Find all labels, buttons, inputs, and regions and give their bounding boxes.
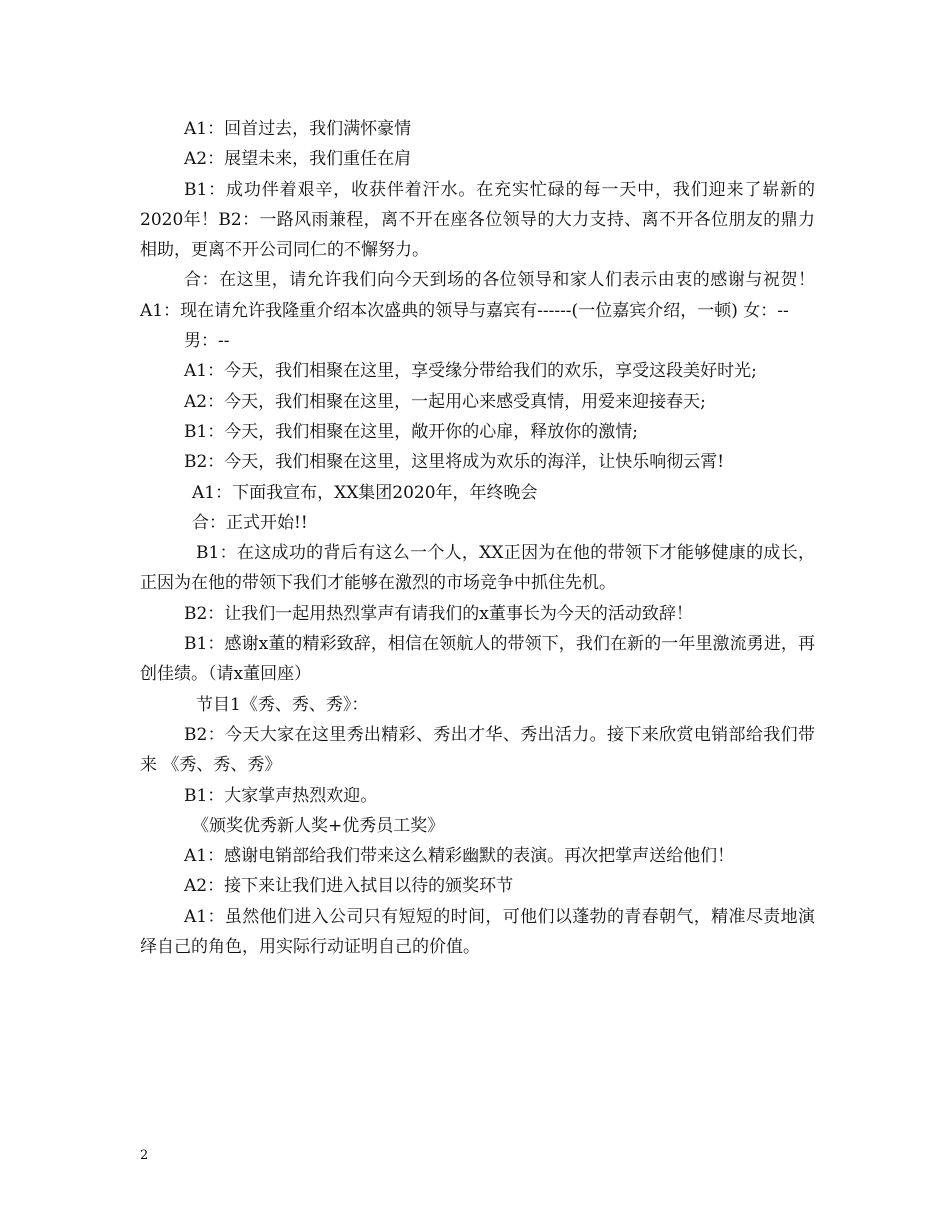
paragraph: A2：展望未来，我们重任在肩 [184,149,412,170]
paragraph: 合：在这里，请允许我们向今天到场的各位领导和家人们表示由衷的感谢与祝贺！ A1：现在请允许我隆重介绍本次盛典的领导与嘉宾有------(一位嘉宾介绍，一顿) 女：-- [140,270,815,321]
paragraph: A2：接下来让我们进入拭目以待的颁奖环节 [184,876,514,897]
paragraph: A1：回首过去，我们满怀豪情 [184,119,412,139]
paragraph: B1：成功伴着艰辛，收获伴着汗水。在充实忙碌的每一天中，我们迎来了崭新的2020年！B2：一路风雨兼程，离不开在座各位领导的大力支持、离不开各位朋友的鼎力相助，更离不开公司同仁的不懈努力。 [140,179,815,261]
paragraph: A1：今天，我们相聚在这里，享受缘分带给我们的欢乐，享受这段美好时光; [184,361,757,382]
paragraph: B2：今天，我们相聚在这里，这里将成为欢乐的海洋，让快乐响彻云霄! [184,452,725,473]
paragraph: 合：正式开始!! [192,512,308,533]
paragraph: B1：大家掌声热烈欢迎。 [184,785,378,806]
paragraph: A2：今天，我们相聚在这里，一起用心来感受真情，用爱来迎接春天; [184,391,706,412]
paragraph: B1：今天，我们相聚在这里，敞开你的心扉，释放你的激情; [184,421,639,442]
paragraph: A1：感谢电销部给我们带来这么精彩幽默的表演。再次把掌声送给他们！ [184,846,735,867]
paragraph: 节目1《秀、秀、秀》： [196,694,369,715]
page-number: 2 [140,1148,149,1163]
paragraph: B1：在这成功的背后有这么一个人，XX正因为在他的带领下才能够健康的成长，正因为在他的带领下我们才能够在激烈的市场竞争中抓住先机。 [140,543,815,594]
paragraph: B1：感谢x董的精彩致辞，相信在领航人的带领下，我们在新的一年里激流勇进，再创佳绩。（请x董回座） [140,634,815,685]
paragraph: A1：下面我宣布，XX集团2020年，年终晚会 [192,482,538,503]
body-text [140,114,815,962]
paragraph: 《颁奖优秀新人奖+优秀员工奖》 [192,815,445,836]
paragraph: B2：今天大家在这里秀出精彩、秀出才华、秀出活力。接下来欣赏电销部给我们带来 《秀、秀、秀》 [140,724,815,776]
paragraph: 男：-- [184,331,230,352]
paragraph: A1：虽然他们进入公司只有短短的时间，可他们以蓬勃的青春朝气，精准尽责地演绎自己的角色，用实际行动证明自己的价值。 [140,906,815,958]
paragraph: B2：让我们一起用热烈掌声有请我们的x董事长为今天的活动致辞！ [184,603,693,624]
